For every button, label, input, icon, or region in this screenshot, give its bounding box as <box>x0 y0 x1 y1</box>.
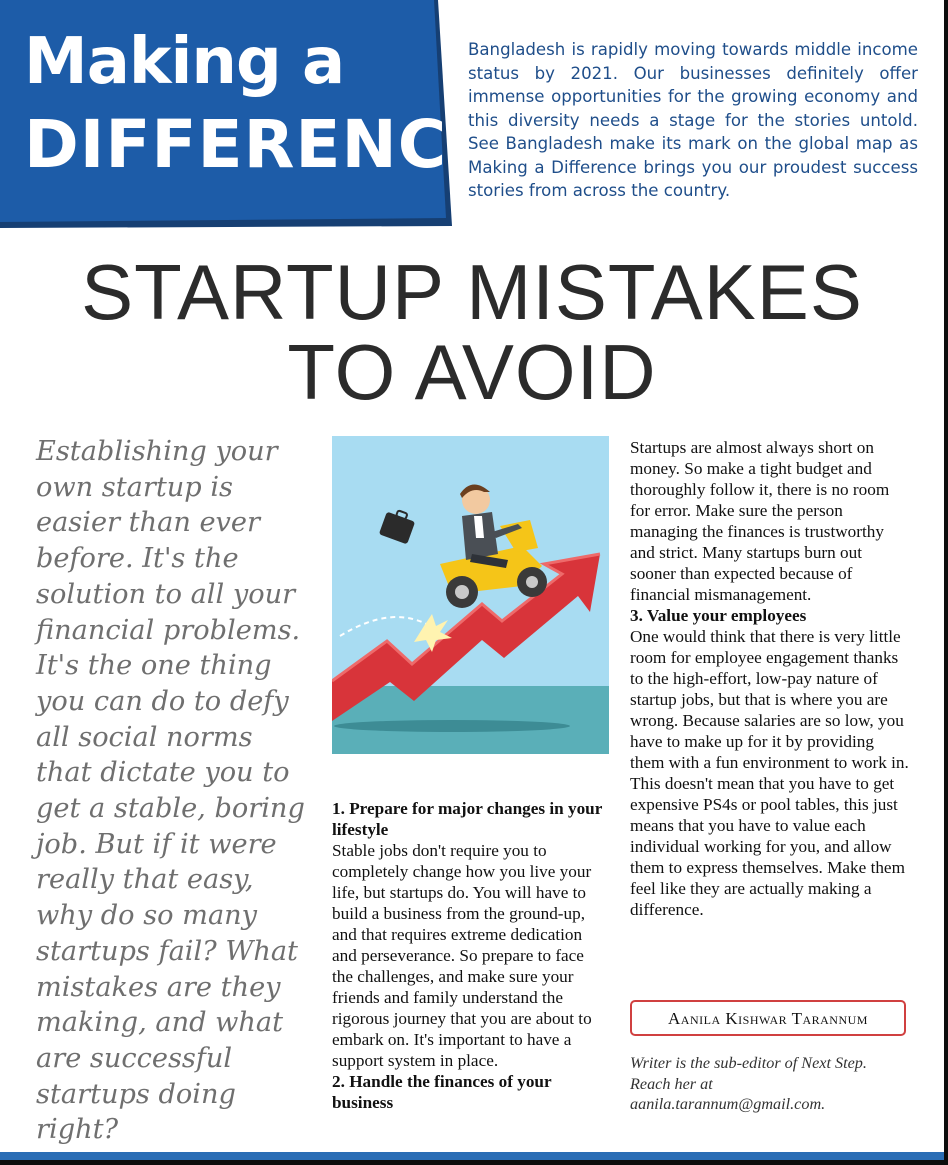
article-column-2 <box>332 798 609 1113</box>
scooter-arrow-illustration <box>332 436 609 754</box>
author-bio <box>630 1053 920 1115</box>
section-3-body: One would think that there is very little room for employee engagement thanks to the high-effort, low-pay nature of startup jobs, but that is where you are wrong. Because salaries are so low, you have to make up for it by providing them with a fun environment to work in. This doesn't mean that you have to get expensive PS4s or pool tables, this just means that you have to value each individual working for you, and allow them to express themselves. Make them feel like they are actually making a difference. <box>630 627 909 919</box>
section-title-line1: Making a <box>24 25 345 99</box>
headline-line2: TO AVOID <box>287 328 657 416</box>
section-2-body: Startups are almost always short on money. So make a tight budget and thoroughly follow it, there is no room for error. Make sure the person managing the finances is trustworthy and strict. Many startups burn out sooner than expected because of financial mismanagement. <box>630 438 890 604</box>
section-1-body: Stable jobs don't require you to completely change how you live your life, but startups do. You will have to build a business from the ground-up, and that requires extreme dedication and perseverance. So prepare to face the challenges, and make sure your friends and family understand the rigorous journey that you are about to embark on. It's important to have a support system in place. <box>332 841 592 1070</box>
article-illustration <box>332 436 609 754</box>
article-column-3 <box>630 437 912 920</box>
masthead-banner <box>0 0 494 228</box>
bio-line1: Writer is the sub-editor of Next Step. <box>630 1054 867 1072</box>
section-2-heading: 2. Handle the finances of your business <box>332 1072 552 1112</box>
bio-line2: Reach her at <box>630 1074 713 1093</box>
author-email: aanila.tarannum@gmail.com. <box>630 1095 826 1113</box>
arrow-shadow <box>334 720 570 732</box>
author-byline: Aanila Kishwar Tarannum <box>630 1000 906 1036</box>
ground <box>332 686 609 754</box>
article-headline <box>0 248 944 416</box>
headline-line1: STARTUP MISTAKES <box>81 248 863 336</box>
section-title-line2: DIFFERENCE <box>24 106 494 183</box>
article-standfirst: Establishing your own startup is easier than ever before. It's the solution to all your financial problems. It's the one thing you can do to defy all social norms that dictate you to get a stable, boring job. But if it were really that easy, why do so many startups fail? What mistakes are they making, and what are successful startups doing right? <box>36 436 305 1146</box>
section-3-heading: 3. Value your employees <box>630 606 807 625</box>
section-1-heading: 1. Prepare for major changes in your lifestyle <box>332 799 603 839</box>
section-intro: Bangladesh is rapidly moving towards middle income status by 2021. Our businesses definitely offer immense opportunities for the growing economy and this diversity needs a stage for the stories untold. See Bangladesh make its mark on the global map as Making a Difference brings you our proudest success stories from across the country. <box>468 40 918 200</box>
